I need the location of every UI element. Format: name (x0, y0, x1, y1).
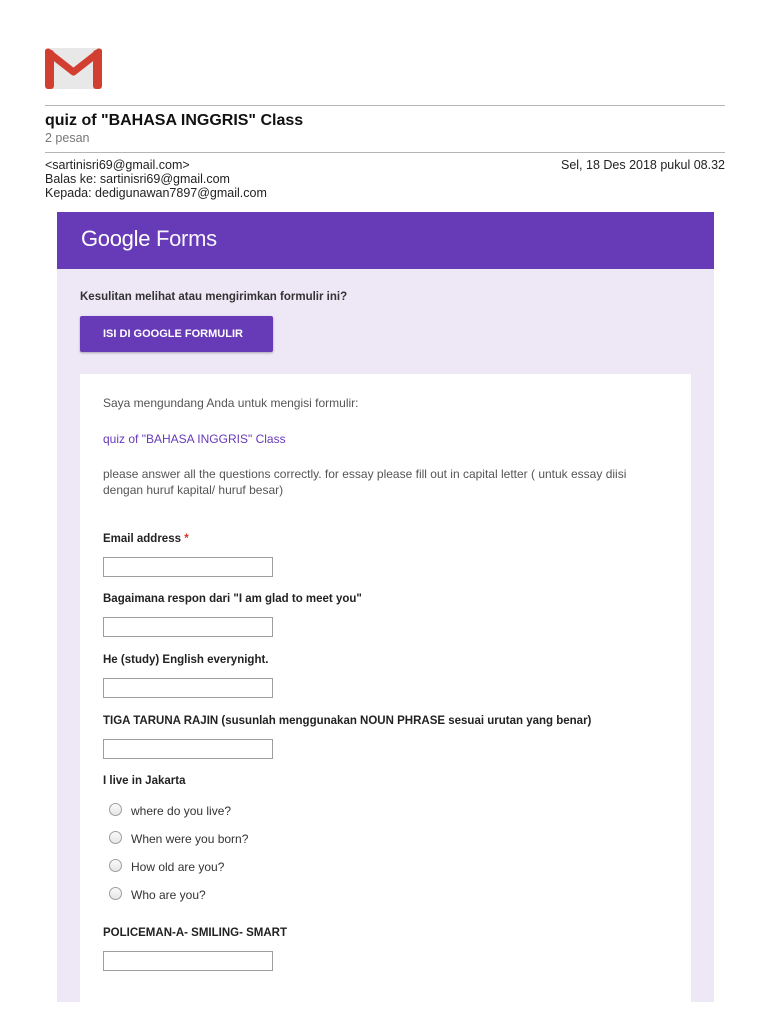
question-2-label: Bagaimana respon dari "I am glad to meet you" (103, 593, 362, 605)
email-subject: quiz of "BAHASA INGGRIS" Class (45, 112, 304, 129)
form-header (57, 212, 714, 269)
radio-option-3[interactable] (109, 860, 224, 874)
google-form-embed (57, 212, 714, 1002)
radio-button-icon[interactable] (109, 859, 122, 872)
question-label: Email address (103, 533, 181, 545)
email-from: <sartinisri69@gmail.com> (45, 158, 190, 172)
form-title-link[interactable]: quiz of "BAHASA INGGRIS" Class (103, 432, 286, 446)
form-card (80, 374, 691, 1002)
radio-option-1[interactable] (109, 804, 231, 818)
question-5-label: I live in Jakarta (103, 775, 186, 787)
divider (45, 152, 725, 153)
brand-google: Google (81, 226, 151, 251)
question-6-label: POLICEMAN-A- SMILING- SMART (103, 927, 287, 939)
question-4-input[interactable] (103, 739, 273, 759)
radio-option-label: How old are you? (131, 860, 225, 874)
gmail-logo-icon (45, 48, 102, 89)
message-count: 2 pesan (45, 131, 90, 145)
fill-in-google-forms-button[interactable]: ISI DI GOOGLE FORMULIR (80, 316, 273, 352)
radio-option-4[interactable] (109, 888, 206, 902)
required-asterisk: * (184, 533, 189, 545)
radio-button-icon[interactable] (109, 887, 122, 900)
question-6-input[interactable] (103, 951, 273, 971)
email-reply-to: Balas ke: sartinisri69@gmail.com (45, 172, 230, 186)
email-date: Sel, 18 Des 2018 pukul 08.32 (560, 158, 725, 172)
question-4-label: TIGA TARUNA RAJIN (susunlah menggunakan NOUN PHRASE sesuai urutan yang benar) (103, 715, 592, 727)
radio-option-label: When were you born? (131, 832, 249, 846)
question-email-label (103, 533, 189, 545)
question-3-input[interactable] (103, 678, 273, 698)
email-to: Kepada: dedigunawan7897@gmail.com (45, 186, 267, 200)
form-description: please answer all the questions correctly. for essay please fill out in capital letter ( untuk essay diisi dengan huruf kapital/ huruf besar) (103, 467, 627, 497)
divider (45, 105, 725, 106)
invite-text: Saya mengundang Anda untuk mengisi formulir: (103, 396, 359, 410)
radio-button-icon[interactable] (109, 803, 122, 816)
question-2-input[interactable] (103, 617, 273, 637)
email-address-input[interactable] (103, 557, 273, 577)
trouble-text: Kesulitan melihat atau mengirimkan formulir ini? (80, 291, 348, 303)
radio-option-label: where do you live? (131, 804, 232, 818)
radio-option-label: Who are you? (131, 888, 206, 902)
radio-button-icon[interactable] (109, 831, 122, 844)
question-3-label: He (study) English everynight. (103, 654, 269, 666)
brand-forms: Forms (155, 226, 217, 251)
google-forms-logo (81, 226, 217, 252)
radio-option-2[interactable] (109, 832, 248, 846)
